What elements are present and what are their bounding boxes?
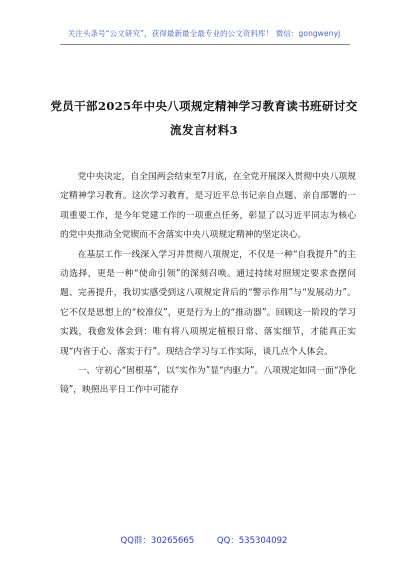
header-note: 关注头条号“公文研究”，获得最新最全最专业的公文资料库！ 微信：gongwenyj (67, 29, 341, 38)
header-divider (60, 44, 350, 45)
footer-qq-group: QQ群：30265665 (120, 536, 195, 546)
body-paragraph-1: 党中央决定，自全国两会结束至7月底，在全党开展深入贯彻中央八项规定精神学习教育。这次学习教育，是习近平总书记亲自点题、亲自部署的一项重要工作，是今年党建工作的一项重点任务，彰显了以习近平同志为核心的党中央推动全党锲而不舍落实中央八项规定精神的坚定决心。 (60, 172, 356, 241)
document-title-line-1: 党员干部2025年中央八项规定精神学习教育读书班研讨交 (50, 99, 358, 113)
document-body (60, 168, 356, 401)
footer-contact (0, 534, 408, 546)
footer-qq: QQ：535304092 (216, 536, 288, 546)
document-title-line-2: 流发言材料3 (170, 123, 238, 137)
body-paragraph-3: 一、守初心“固根基”，以“实作为”显“内驱力”。八项规定如同一面“净化镜”，映照出平日工作中可能存 (60, 366, 356, 396)
body-paragraph-2: 在基层工作一线深入学习并贯彻八项规定，不仅是一种“自我提升”的主动选择，更是一种“使命引领”的深刻召唤。通过持续对照规定要求查摆问题、完善提升，我切实感受到这八项规定背后的“警示作用”与“发展动力”。它不仅是思想上的“校准仪”，更是行为上的“推动器”。回顾这一阶段的学习实践，我愈发体会到：唯有将八项规定植根日常、落实细节，才能真正实现“内省于心、落实于行”。现结合学习与工作实际，谈几点个人体会。 (60, 249, 356, 357)
